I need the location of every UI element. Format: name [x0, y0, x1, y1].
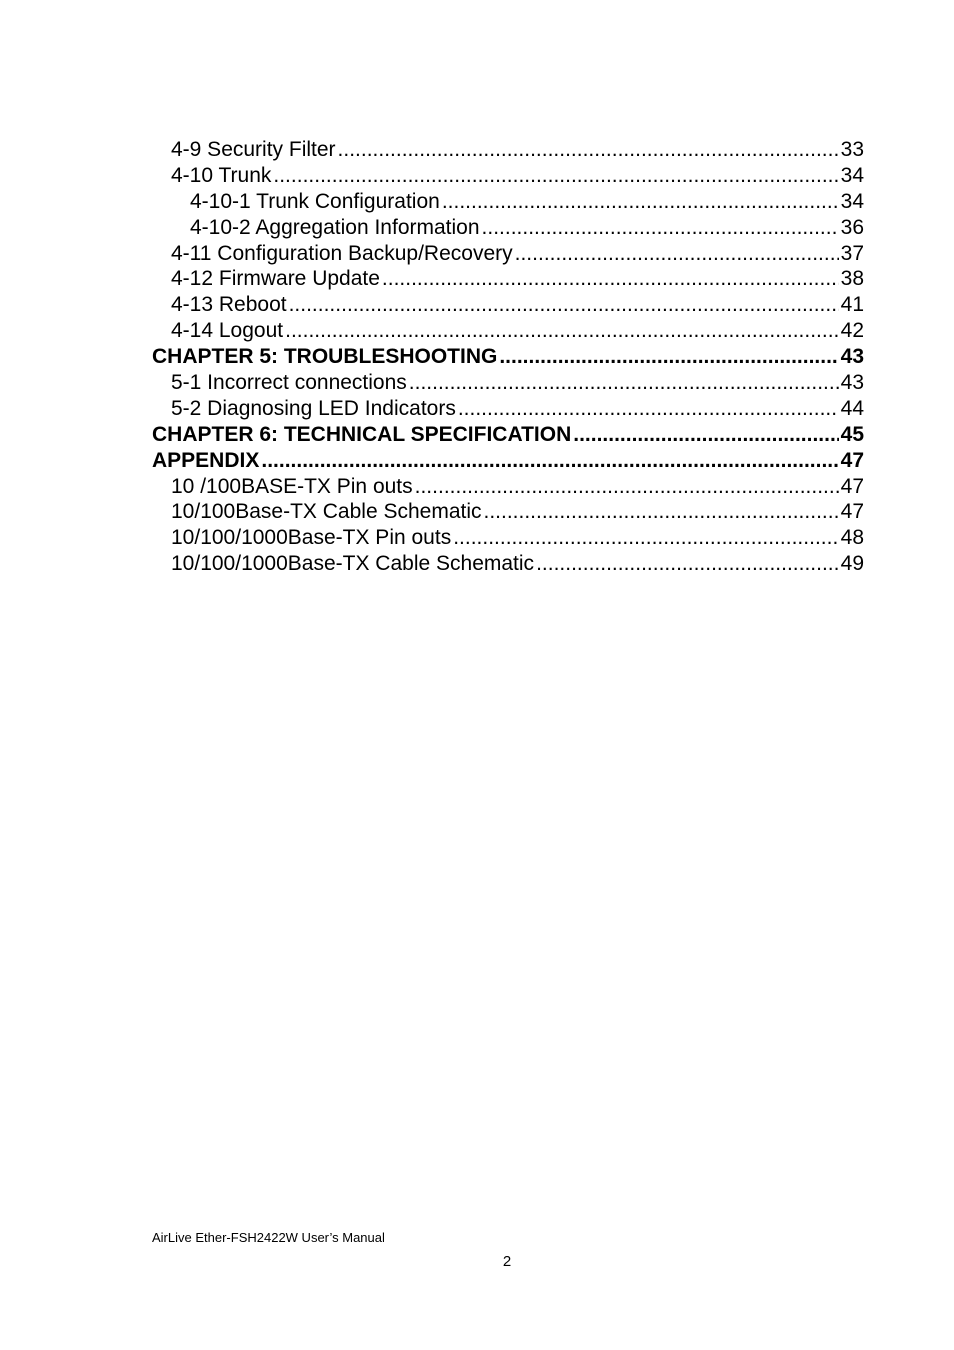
toc-entry-title: CHAPTER 6: TECHNICAL SPECIFICATION — [152, 422, 572, 446]
table-of-contents — [152, 137, 864, 577]
dot-leader — [482, 215, 839, 241]
toc-entry-title: 10/100/1000Base-TX Pin outs — [171, 526, 452, 550]
toc-chapter-entry[interactable] — [152, 422, 864, 448]
toc-entry-page: 34 — [840, 189, 864, 213]
toc-entry[interactable] — [152, 551, 864, 577]
footer-manual-title: AirLive Ether-FSH2422W User’s Manual — [152, 1230, 385, 1245]
dot-leader — [289, 292, 839, 318]
toc-entry-title: 4-9 Security Filter — [171, 138, 336, 161]
toc-entry[interactable] — [152, 137, 864, 163]
toc-chapter-entry[interactable] — [152, 344, 864, 370]
toc-entry[interactable] — [152, 370, 864, 396]
dot-leader — [484, 499, 839, 525]
dot-leader — [415, 474, 839, 500]
toc-entry-page: 45 — [840, 422, 864, 446]
toc-entry-page: 47 — [840, 474, 864, 498]
toc-entry[interactable] — [152, 292, 864, 318]
toc-entry-page: 37 — [840, 241, 864, 265]
toc-entry[interactable] — [152, 241, 864, 267]
toc-entry-page: 34 — [840, 163, 864, 187]
dot-leader — [453, 525, 838, 551]
toc-entry-page: 47 — [840, 448, 864, 472]
toc-entry-title: 10 /100BASE-TX Pin outs — [171, 474, 413, 498]
toc-entry-page: 41 — [840, 293, 864, 317]
toc-entry-page: 49 — [840, 552, 864, 576]
toc-entry-title: 10/100/1000Base-TX Cable Schematic — [171, 552, 535, 576]
toc-entry-title: 4-10-1 Trunk Configuration — [190, 189, 440, 213]
dot-leader — [499, 344, 838, 370]
dot-leader — [261, 448, 838, 474]
dot-leader — [382, 266, 839, 292]
toc-entry[interactable] — [152, 396, 864, 422]
toc-entry-page: 43 — [840, 345, 864, 369]
toc-chapter-entry[interactable] — [152, 448, 864, 474]
toc-entry-page: 47 — [840, 500, 864, 524]
toc-entry[interactable] — [152, 474, 864, 500]
toc-entry[interactable] — [152, 266, 864, 292]
toc-entry-title: 4-12 Firmware Update — [171, 267, 380, 291]
footer-page-number: 2 — [502, 1253, 512, 1270]
dot-leader — [515, 241, 839, 267]
toc-entry-title: APPENDIX — [152, 448, 260, 472]
dot-leader — [536, 551, 839, 577]
toc-entry-title: 10/100Base-TX Cable Schematic — [171, 500, 482, 524]
toc-entry-title: 5-1 Incorrect connections — [171, 371, 407, 395]
toc-entry[interactable] — [152, 499, 864, 525]
toc-entry-title: 4-10-2 Aggregation Information — [190, 215, 480, 239]
toc-entry-page: 48 — [840, 526, 864, 550]
toc-entry-page: 42 — [840, 319, 864, 343]
toc-entry-page: 44 — [840, 396, 864, 420]
toc-entry[interactable] — [152, 525, 864, 551]
toc-entry-page: 33 — [840, 138, 864, 161]
dot-leader — [338, 137, 839, 163]
toc-entry-title: 4-13 Reboot — [171, 293, 287, 317]
toc-entry-title: 4-10 Trunk — [171, 163, 272, 187]
toc-entry[interactable] — [152, 189, 864, 215]
toc-entry-title: 4-14 Logout — [171, 319, 284, 343]
toc-entry[interactable] — [152, 318, 864, 344]
dot-leader — [458, 396, 839, 422]
dot-leader — [409, 370, 839, 396]
toc-entry-page: 38 — [840, 267, 864, 291]
toc-entry-title: 4-11 Configuration Backup/Recovery — [171, 241, 513, 265]
toc-entry-title: CHAPTER 5: TROUBLESHOOTING — [152, 345, 498, 369]
dot-leader — [273, 163, 838, 189]
toc-entry-page: 43 — [840, 371, 864, 395]
toc-entry-page: 36 — [840, 215, 864, 239]
toc-entry-title: 5-2 Diagnosing LED Indicators — [171, 396, 456, 420]
toc-entry[interactable] — [152, 215, 864, 241]
toc-entry[interactable] — [152, 163, 864, 189]
dot-leader — [573, 422, 838, 448]
dot-leader — [285, 318, 839, 344]
dot-leader — [442, 189, 839, 215]
